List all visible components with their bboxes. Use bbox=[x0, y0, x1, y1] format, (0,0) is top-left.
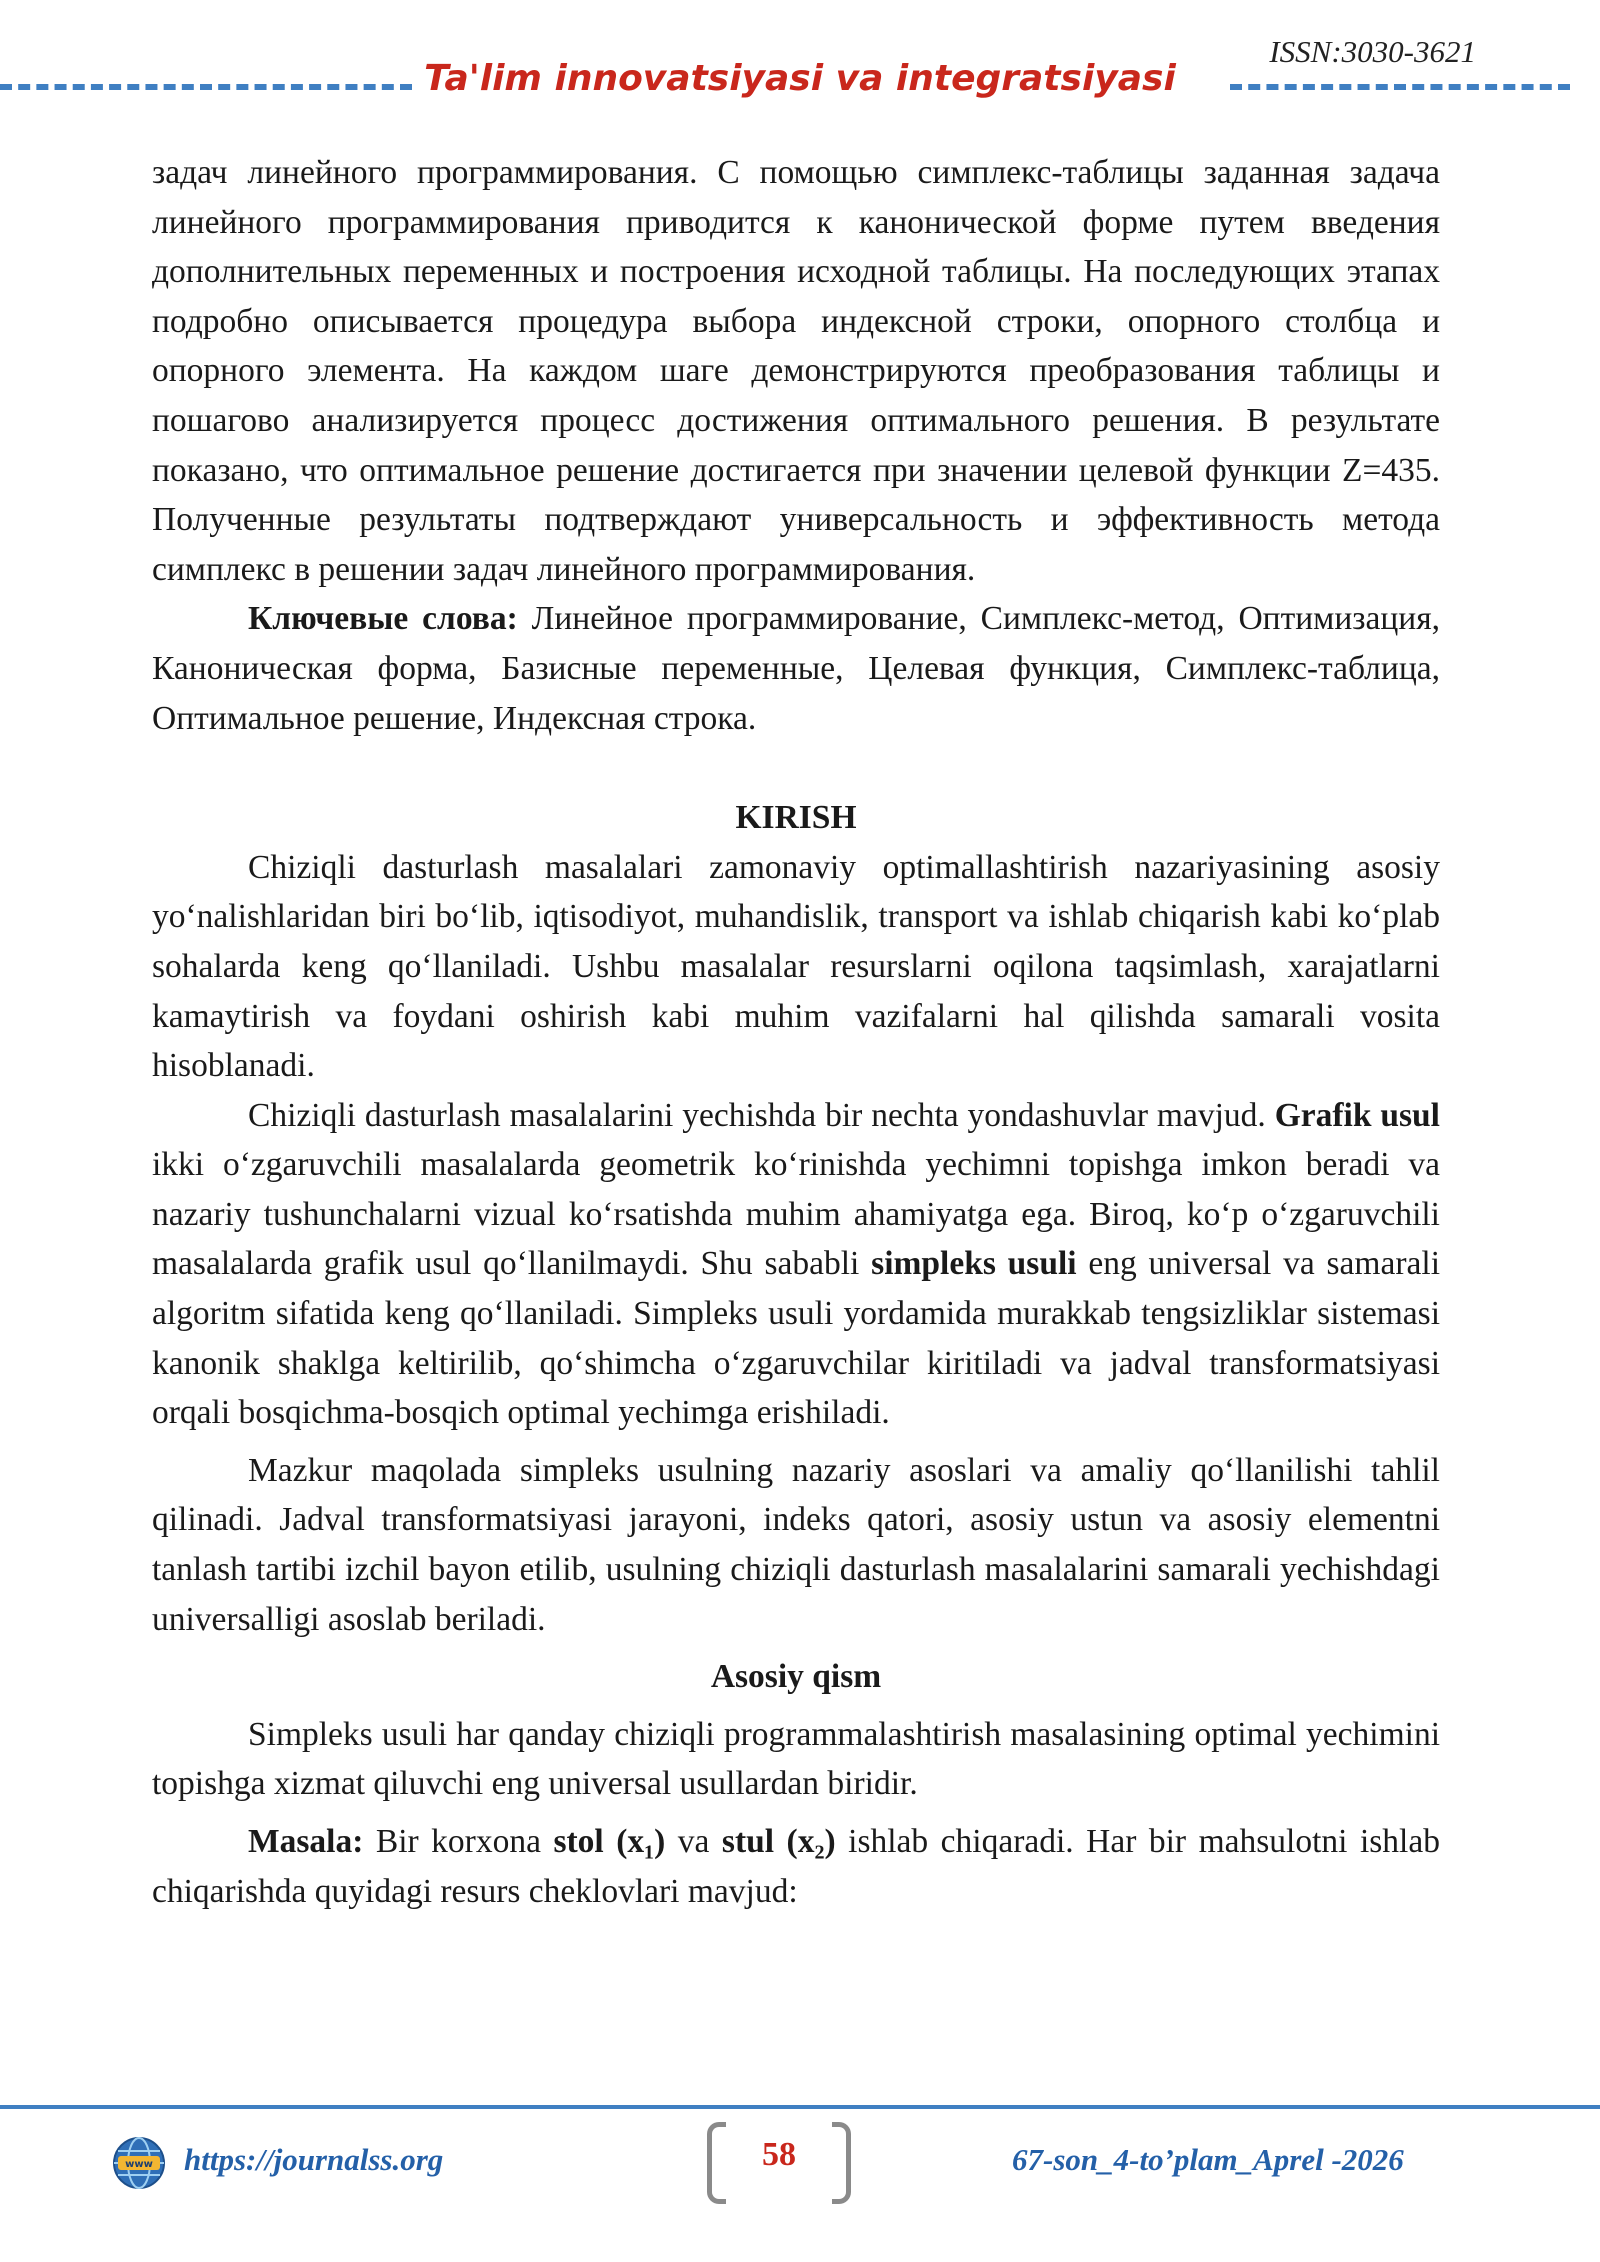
keywords-paragraph bbox=[152, 594, 1440, 743]
paragraph-4: Simpleks usuli har qanday chiziqli programmalashtirish masalasining optimal yechimini topishga xizmat qiluvchi eng universal usullardan biridir. bbox=[152, 1715, 1440, 1803]
term-simpleks-usuli: simpleks usuli bbox=[871, 1245, 1077, 1283]
term-stol: stol (x₁) bbox=[553, 1823, 666, 1860]
section-heading-asosiy: Asosiy qism bbox=[710, 1658, 882, 1696]
term-grafik-usul: Grafik usul bbox=[1274, 1096, 1440, 1134]
paragraph-2-text-b: ikki o‘zgaruvchili masalalarda geometrik ko‘rinishda yechimni topishga imkon beradi va nazariy tushunchalarni vizual ko‘rsatishda muhim ahamiyatga ega. Biroq, ko‘p o‘zgaruvchili masalalarda grafik usul qo‘llanilmaydi. Shu sababli bbox=[152, 1146, 1440, 1283]
spacer bbox=[152, 1809, 1440, 1817]
paragraph-2-text-a: Chiziqli dasturlash masalalarini yechishda bir nechta yondashuvlar mavjud. bbox=[248, 1096, 1275, 1134]
section-heading-kirish: KIRISH bbox=[735, 799, 857, 837]
paragraph-5-text-c: ishlab chiqaradi. Har bir mahsulotni ishlab chiqarishda quyidagi resurs cheklovlari mavjud: bbox=[152, 1823, 1440, 1910]
journal-title: Ta'lim innovatsiyasi va integratsiyasi bbox=[424, 58, 1176, 99]
right-bracket bbox=[832, 2122, 851, 2204]
journal-url-link[interactable]: https://journalss.org bbox=[184, 2142, 444, 2177]
paragraph-2 bbox=[152, 1091, 1440, 1438]
issue-label: 67-son_4-to’plam_Aprel -2026 bbox=[1012, 2142, 1404, 2177]
keywords-text: Линейное программирование, Симплекс-метод, Оптимизация, Каноническая форма, Базисные переменные, Целевая функция, Симплекс-таблица, Оптимальное решение, Индексная строка. bbox=[152, 600, 1441, 737]
article-body bbox=[152, 148, 1440, 1916]
globe-icon bbox=[112, 2136, 166, 2190]
spacer bbox=[152, 1644, 1440, 1652]
paragraph-2-text-c: eng universal va samarali algoritm sifatida keng qo‘llaniladi. Simpleks usuli yordamida murakkab tengsizliklar sistemasi kanonik shaklga keltirilib, qo‘shimcha o‘zgaruvchilar kiritiladi va jadval transformatsiyasi orqali bosqichma-bosqich optimal yechimga erishiladi. bbox=[152, 1245, 1440, 1432]
footer-divider bbox=[0, 2105, 1600, 2109]
spacer bbox=[152, 1438, 1440, 1446]
abstract-paragraph: задач линейного программирования. С помощью симплекс-таблицы заданная задача линейного программирования приводится к канонической форме путем введения дополнительных переменных и построения исходной таблицы. На последующих этапах подробно описывается процедура выбора индексной строки, опорного столбца и опорного элемента. На каждом шаге демонстрируются преобразования таблицы и пошагово анализируется процесс достижения оптимального решения. В результате показано, что оптимальное решение достигается при значении целевой функции Z=435. Полученные результаты подтверждают универсальность и эффективность метода симплекс в решении задач линейного программирования. bbox=[152, 154, 1440, 588]
paragraph-3: Mazkur maqolada simpleks usulning nazariy asoslari va amaliy qo‘llanilishi tahlil qilinadi. Jadval transformatsiyasi jarayoni, indeks qatori, asosiy ustun va asosiy elementni tanlash tartibi izchil bayon etilib, usulning chiziqli dasturlash masalalarini samarali yechishdagi universalligi asoslab beriladi. bbox=[152, 1451, 1440, 1638]
paragraph-1: Chiziqli dasturlash masalalari zamonaviy optimallashtirish nazariyasining asosiy yo‘nalishlaridan biri bo‘lib, iqtisodiyot, muhandislik, transport va ishlab chiqarish kabi ko‘plab sohalarda keng qo‘llaniladi. Ushbu masalalar resurslarni oqilona taqsimlash, xarajatlarni kamaytirish va foydani oshirish kabi muhim vazifalarni hal qilishda samarali vosita hisoblanadi. bbox=[152, 848, 1440, 1085]
paragraph-5-text-b: va bbox=[665, 1823, 722, 1860]
issn-label: ISSN:3030-3621 bbox=[1269, 34, 1476, 69]
keywords-label: Ключевые слова: bbox=[248, 600, 518, 638]
paragraph-5-text-a: Bir korxona bbox=[363, 1823, 554, 1860]
spacer bbox=[152, 743, 1440, 793]
page-number-box bbox=[707, 2122, 851, 2200]
paragraph-5 bbox=[152, 1817, 1440, 1916]
term-stul: stul (x₂) bbox=[721, 1823, 836, 1860]
globe-icon-label: www bbox=[125, 2159, 153, 2170]
masala-label: Masala: bbox=[248, 1823, 364, 1860]
spacer bbox=[152, 1702, 1440, 1710]
page-number: 58 bbox=[762, 2136, 796, 2173]
